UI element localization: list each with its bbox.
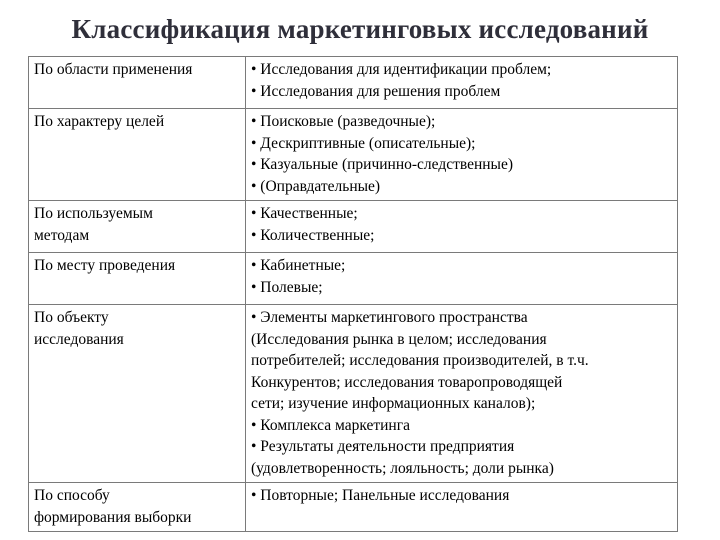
- table-row: [29, 201, 678, 253]
- category-label: исследования: [34, 330, 124, 348]
- list-item: • (Оправдательные): [251, 177, 381, 195]
- category-cell: [29, 109, 246, 201]
- table-row: [29, 483, 678, 532]
- list-item: (удовлетворенность; лояльность; доли рынка): [251, 459, 554, 477]
- category-cell: [29, 305, 246, 483]
- list-item: • Результаты деятельности предприятия: [251, 438, 515, 455]
- list-item: • Исследования для решения проблем: [251, 82, 501, 100]
- list-item: • Элементы маркетингового пространства: [251, 309, 528, 326]
- list-item: • Качественные;: [251, 205, 358, 222]
- category-cell: [29, 57, 246, 109]
- items-cell: [246, 253, 678, 305]
- items-cell: [246, 109, 678, 201]
- list-item: • Казуальные (причинно-следственные): [251, 156, 514, 173]
- list-item: • Дескриптивные (описательные);: [251, 134, 476, 152]
- list-item: (Исследования рынка в целом; исследования: [251, 330, 547, 348]
- list-item: • Поисковые (разведочные);: [251, 113, 436, 130]
- list-item: сети; изучение информационных каналов);: [251, 395, 536, 412]
- table-row: [29, 253, 678, 305]
- category-label: По характеру целей: [34, 113, 165, 130]
- classification-table: [28, 56, 678, 532]
- items-cell: [246, 483, 678, 532]
- category-cell: [29, 253, 246, 305]
- table-row: [29, 305, 678, 483]
- list-item: • Полевые;: [251, 278, 323, 296]
- list-item: • Количественные;: [251, 226, 375, 244]
- category-label: По месту проведения: [34, 257, 176, 274]
- items-cell: [246, 201, 678, 253]
- page-title: Классификация маркетинговых исследований: [71, 14, 649, 44]
- category-label: методам: [34, 226, 90, 244]
- list-item: • Исследования для идентификации проблем;: [251, 61, 552, 78]
- category-label: По способу: [34, 487, 110, 504]
- category-cell: [29, 201, 246, 253]
- table-row: [29, 57, 678, 109]
- items-cell: [246, 305, 678, 483]
- table-row: [29, 109, 678, 201]
- category-cell: [29, 483, 246, 532]
- category-label: По используемым: [34, 205, 153, 222]
- list-item: Конкурентов; исследования товаропроводящей: [251, 373, 563, 391]
- category-label: формирования выборки: [34, 508, 192, 526]
- category-label: По объекту: [34, 309, 109, 326]
- category-label: По области применения: [34, 61, 193, 78]
- list-item: • Повторные; Панельные исследования: [251, 487, 510, 504]
- list-item: • Кабинетные;: [251, 257, 346, 274]
- items-cell: [246, 57, 678, 109]
- list-item: потребителей; исследования производителей, в т.ч.: [251, 352, 589, 369]
- list-item: • Комплекса маркетинга: [251, 416, 410, 434]
